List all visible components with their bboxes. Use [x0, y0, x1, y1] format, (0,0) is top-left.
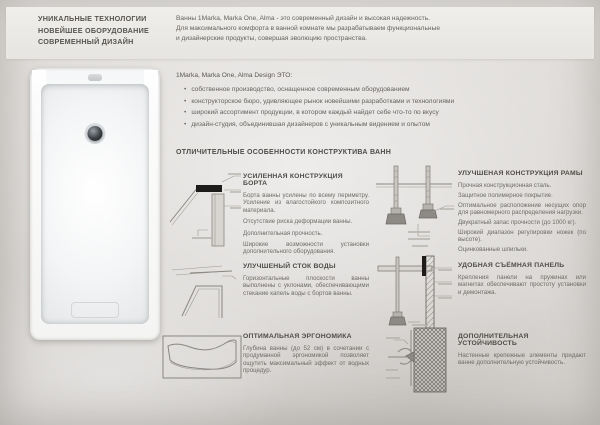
header-intro	[176, 14, 576, 44]
tagline-line: УНИКАЛЬНЫЕ ТЕХНОЛОГИИ	[38, 14, 147, 23]
intro-line: Для максимального комфорта в ванной комнате мы разрабатываем функциональные	[176, 25, 440, 32]
ergonomics-diagram	[160, 332, 244, 384]
section-paragraph: Прочная конструкционная сталь.	[458, 182, 552, 189]
tub-basin	[41, 84, 149, 324]
features-heading: ОТЛИЧИТЕЛЬНЫЕ ОСОБЕННОСТИ КОНСТРУКТИВА ВАНН	[176, 149, 392, 156]
frame-construction-diagram	[374, 162, 456, 254]
section-title: УСИЛЕННАЯ КОНСТРУКЦИЯ БОРТА	[243, 173, 343, 187]
section-title: УЛУЧШЕНАЯ КОНСТРУКЦИЯ РАМЫ	[458, 170, 583, 177]
tagline-line: НОВЕЙШЕЕ ОБОРУДОВАНИЕ	[38, 25, 150, 35]
section-paragraph: Оптимальное расположение несущих опор для равномерного распределения нагрузки.	[458, 201, 586, 217]
section-rim	[243, 173, 369, 260]
section-paragraph: Оцинкованные шпильки.	[458, 246, 528, 254]
header-tagline	[38, 13, 188, 48]
intro-line: и дизайнерские продукты, совершая эволюцию пространства.	[176, 35, 367, 42]
section-paragraph: Защитное полимерное покрытие.	[458, 191, 553, 199]
brand-bullet: • конструкторское бюро, удивляющее рынок новейшими разработками и технологиями	[184, 97, 556, 106]
section-title: УДОБНАЯ СЪЁМНАЯ ПАНЕЛЬ	[458, 262, 565, 269]
section-paragraph: Борта ванны усилены по всему периметру. Усиление из влагостойкого композитного материала.	[243, 192, 369, 214]
drain-icon	[88, 126, 103, 141]
tub-bottom-relief	[71, 302, 119, 318]
section-title: ОПТИМАЛЬНАЯ ЭРГОНОМИКА	[243, 333, 352, 340]
section-paragraph: Глубина ванны (до 52 см) в сочетании с продуманной эргономикой позволяет ощутить максимальный эффект от водных процедур.	[243, 345, 369, 375]
section-paragraph: Двукратный запас прочности (до 1000 кг).	[458, 219, 577, 227]
section-panel	[458, 262, 586, 300]
brand-bullet: • собственное производство, оснащенное современным оборудованием	[184, 85, 556, 94]
brand-title: 1Marka, Marka One, Alma Design ЭТО:	[176, 72, 293, 79]
section-runoff	[243, 263, 369, 301]
section-paragraph: Крепления панели на пружинах или магнитах обеспечивают простоту установки и демонтажа.	[458, 274, 586, 296]
removable-panel-diagram	[372, 254, 456, 334]
section-paragraph: Широкие возможности установки дополнительного оборудования.	[243, 241, 369, 256]
rim-reinforcement-diagram	[168, 170, 242, 250]
bathtub-top-view-photo	[30, 68, 160, 340]
leg-stud	[386, 166, 406, 224]
brand-bullet: • широкий ассортимент продукции, в котором каждый найдет себе что-то по вкусу	[184, 108, 556, 117]
section-frame	[458, 170, 586, 256]
section-title: ДОПОЛНИТЕЛЬНАЯ УСТОЙЧИВОСТЬ	[458, 333, 529, 347]
wall-anchor-diagram	[384, 326, 454, 398]
section-paragraph: Дополнительная прочность.	[243, 229, 323, 237]
section-paragraph: Широкий диапазон регулировки ножек (по высоте).	[458, 229, 586, 244]
overflow-fitting-icon	[88, 74, 102, 81]
leg-stud	[419, 166, 437, 218]
brand-block	[176, 71, 556, 131]
section-paragraph: Отсутствие риска деформации ванны.	[243, 218, 353, 226]
section-paragraph: Горизонтальные плоскости ванны выполнены с уклонами, обеспечивающими стекание капель воды с бортов ванны.	[243, 275, 369, 297]
water-runoff-diagram	[170, 262, 240, 320]
section-ergonomics	[243, 333, 369, 379]
section-title: УЛУЧШЕНЫЙ СТОК ВОДЫ	[243, 263, 336, 270]
section-paragraph: Настенные крепежные элементы придают ванне дополнительную устойчивость.	[458, 352, 586, 367]
intro-line: Ванны 1Marka, Marka One, Alma - это современный дизайн и высокая надежность.	[176, 15, 430, 22]
brand-bullet: • дизайн-студия, объединившая дизайнеров с уникальным видением и опытом	[184, 120, 556, 129]
tagline-line: СОВРЕМЕННЫЙ ДИЗАЙН	[38, 37, 134, 46]
section-stability	[458, 333, 586, 371]
